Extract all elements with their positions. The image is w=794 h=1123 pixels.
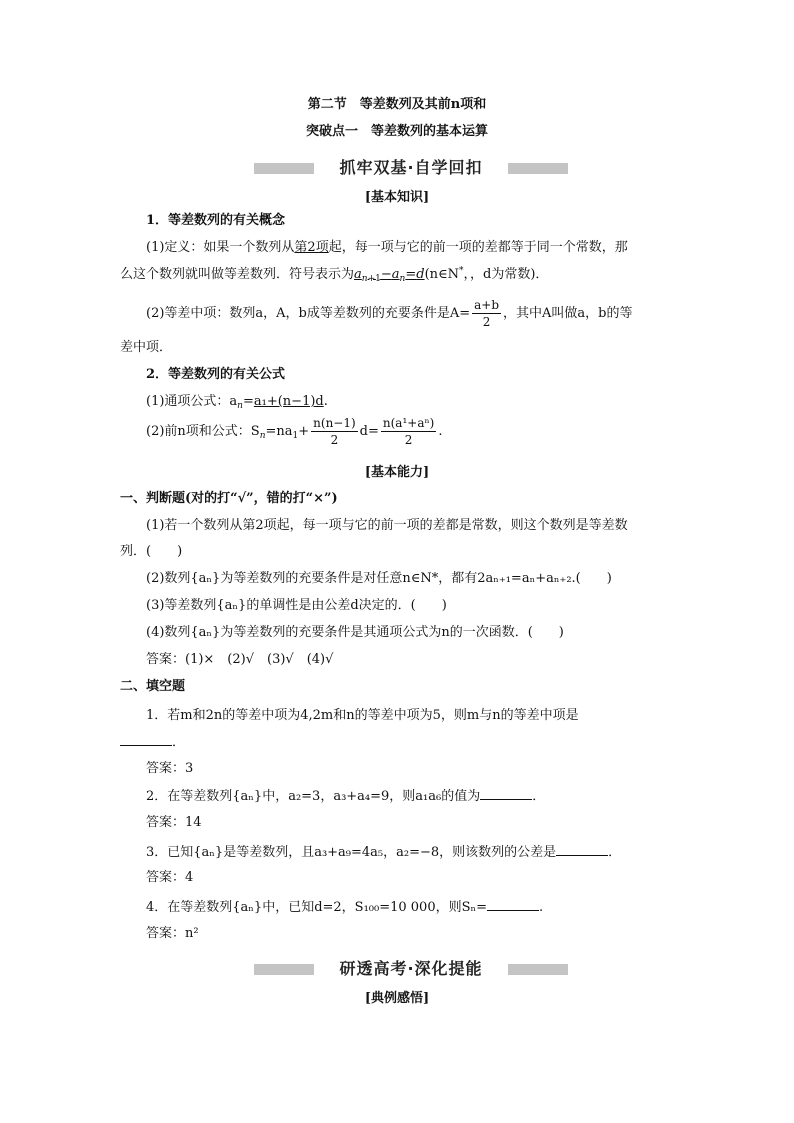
k2-general-term: (1)通项公式：$a_n=a_1+(n-1)d$. xyxy=(146,394,328,411)
banner-basics-text: 抓牢双基·自学回扣 xyxy=(318,157,504,179)
answer-blank xyxy=(487,898,539,911)
banner-left-bar xyxy=(254,964,314,975)
underlined-answer: 第2项 xyxy=(294,240,329,255)
banner-right-bar xyxy=(508,163,568,174)
banner-exam-text: 研透高考·深化提能 xyxy=(318,958,504,980)
fraction xyxy=(381,415,436,448)
typical-heading: [典例感悟] xyxy=(364,991,430,1006)
fraction xyxy=(472,297,501,330)
text: (2)前n项和公式：S xyxy=(146,424,260,439)
judge-3: (3)等差数列{aₙ}的单调性是由公差d决定的．( ) xyxy=(146,598,447,613)
banner-basics xyxy=(254,157,568,179)
answer-blank xyxy=(480,787,532,800)
k1-middle-term-line1 xyxy=(146,296,633,332)
text: d= xyxy=(359,424,379,439)
answer-blank xyxy=(556,843,608,856)
banner-exam xyxy=(254,958,568,980)
k2-title: 2．等差数列的有关公式 xyxy=(146,367,286,382)
text: 起，每一项与它的前一项的差都等于同一个常数，那 xyxy=(328,240,628,255)
text: (2)等差中项：数列a，A，b成等差数列的充要条件是A= xyxy=(146,306,471,321)
denominator: 2 xyxy=(482,315,491,329)
text: (n∈N xyxy=(424,267,460,282)
text: (1)定义：如果一个数列从 xyxy=(146,240,295,255)
judge-title: 一、判断题(对的打“√”，错的打“×”) xyxy=(120,491,338,506)
text: (1)通项公式：a xyxy=(146,394,238,409)
text: 4．在等差数列{aₙ}中，已知d=2，S₁₀₀=10 000，则Sₙ= xyxy=(146,900,488,915)
denominator: 2 xyxy=(330,433,339,447)
text: ，其中A叫做a，b的等 xyxy=(503,306,633,321)
denominator: 2 xyxy=(404,433,413,447)
text: . xyxy=(323,394,328,409)
fill-2 xyxy=(146,787,545,806)
text: . xyxy=(539,900,544,915)
k1-middle-term-line2: 差中项． xyxy=(120,340,173,355)
text: ． xyxy=(172,735,186,750)
judge-4: (4)数列{aₙ}为等差数列的充要条件是其通项公式为n的一次函数．( ) xyxy=(146,625,564,640)
fill-4 xyxy=(146,898,543,917)
k1-definition-line1 xyxy=(146,239,628,257)
text: = xyxy=(242,394,254,409)
fill-1-answer: 答案：3 xyxy=(146,761,194,776)
fill-4-answer: 答案：n² xyxy=(146,926,199,941)
fill-3-answer: 答案：4 xyxy=(146,870,194,885)
judge-1-line1: (1)若一个数列从第2项起，每一项与它的前一项的差都是常数，则这个数列是等差数 xyxy=(146,518,628,533)
numerator: a+b xyxy=(474,298,500,312)
text: ． xyxy=(532,789,546,804)
fraction xyxy=(311,415,358,448)
banner-left-bar xyxy=(254,163,314,174)
fill-1-line1: 1．若m和2n的等差中项为4,2m和n的等差中项为5，则m与n的等差中项是 xyxy=(146,708,579,723)
fill-2-answer: 答案：14 xyxy=(146,815,202,830)
text: 2．在等差数列{aₙ}中，a₂=3，a₃+a₄=9，则a₁a₆的值为 xyxy=(146,789,481,804)
basic-ability-heading: [基本能力] xyxy=(364,465,430,480)
numerator: n(n−1) xyxy=(313,416,356,430)
judge-answer: 答案：(1)× (2)√ (3)√ (4)√ xyxy=(146,652,334,667)
k1-definition-line2: 么这个数列就叫做等差数列．符号表示为$a_{n+1}-a_n=d(n\in N^*$，，d为常数)． xyxy=(120,266,549,284)
subsection-title: 突破点一 等差数列的基本运算 xyxy=(305,124,488,139)
underlined-formula: $a_{n+1}-a_n=d$ xyxy=(354,267,425,284)
basic-knowledge-heading: [基本知识] xyxy=(364,190,430,205)
banner-right-bar xyxy=(508,964,568,975)
fill-title: 二、填空题 xyxy=(120,679,186,694)
fill-1-line2 xyxy=(120,733,185,752)
section-title: 第二节 等差数列及其前n项和 xyxy=(307,97,487,112)
k2-sum-formula: (2)前n项和公式：$S_n=na_1+$ $\frac{n(n-1)}{2}$ d= $\frac{\text{n(a¹+aⁿ)}}{2}$ . xyxy=(146,416,443,447)
text: 3．已知{aₙ}是等差数列，且a₃+a₉=4a₅，a₂=−8，则该数列的公差是 xyxy=(146,845,557,860)
k1-title: 1．等差数列的有关概念 xyxy=(146,213,286,228)
text: =na xyxy=(265,424,293,439)
text: 么这个数列就叫做等差数列．符号表示为 xyxy=(120,267,355,282)
answer-blank xyxy=(120,733,172,746)
text: ，d为常数)． xyxy=(470,267,549,282)
numerator: n(a¹+aⁿ) xyxy=(382,416,435,430)
underlined-formula: a₁+(n−1)d xyxy=(253,394,324,409)
judge-2: (2)数列{aₙ}为等差数列的充要条件是对任意n∈N*，都有2aₙ₊₁=aₙ+aₙ₊₂.( ) xyxy=(146,571,612,586)
text: ． xyxy=(608,845,622,860)
judge-1-line2: 列．( ) xyxy=(120,544,183,559)
fill-3 xyxy=(146,843,621,862)
